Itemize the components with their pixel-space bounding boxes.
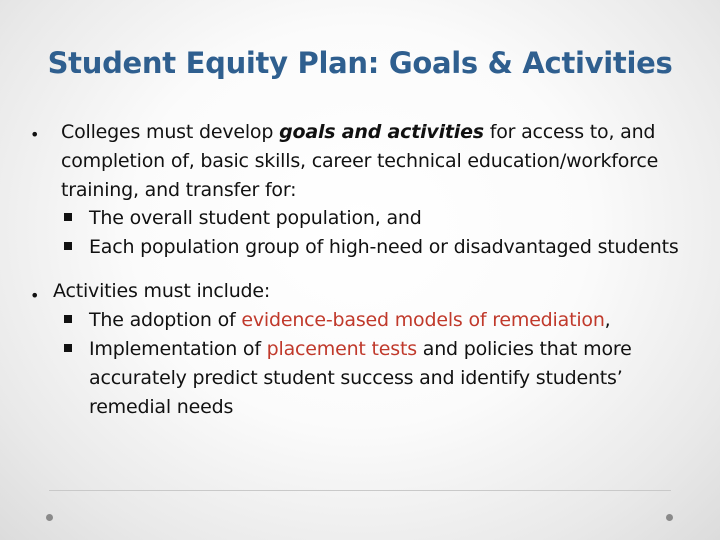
para2-sub1-highlight: evidence-based models of remediation	[241, 309, 605, 331]
left-corner-dot-icon	[46, 514, 53, 521]
square-bullet-icon	[64, 213, 72, 221]
para2-sub2-line2: accurately predict student success and identify students’	[89, 367, 623, 389]
para1-emphasis: goals and activities	[279, 121, 484, 143]
para2-sub1-pre: The adoption of	[89, 309, 242, 331]
para2-lead: Activities must include:	[53, 280, 271, 302]
footer-divider	[49, 490, 671, 491]
bullet-dot: •	[30, 286, 40, 305]
square-bullet-icon	[64, 242, 72, 250]
para1-text-pre: Colleges must develop	[61, 121, 280, 143]
para2-sub2	[89, 335, 632, 364]
para2-sub1-post: ,	[604, 309, 611, 331]
para1-line2: completion of, basic skills, career technical education/workforce	[61, 150, 659, 172]
para2-sub2-pre: Implementation of	[89, 338, 267, 360]
para2-sub1	[89, 306, 611, 335]
para2-sub2-post: and policies that more	[416, 338, 632, 360]
bullet-dot: •	[30, 125, 40, 144]
para1-sub2: Each population group of high-need or disadvantaged students	[89, 236, 679, 258]
para1-line3: training, and transfer for:	[61, 179, 297, 201]
square-bullet-icon	[64, 344, 72, 352]
para2-sub2-line3: remedial needs	[89, 396, 234, 418]
square-bullet-icon	[64, 315, 72, 323]
para1-line1	[61, 118, 655, 147]
right-corner-dot-icon	[666, 514, 673, 521]
para2-sub2-highlight: placement tests	[266, 338, 417, 360]
para1-text-post: for access to, and	[483, 121, 656, 143]
para1-sub1: The overall student population, and	[89, 207, 422, 229]
slide-title: Student Equity Plan: Goals & Activities	[47, 46, 673, 80]
